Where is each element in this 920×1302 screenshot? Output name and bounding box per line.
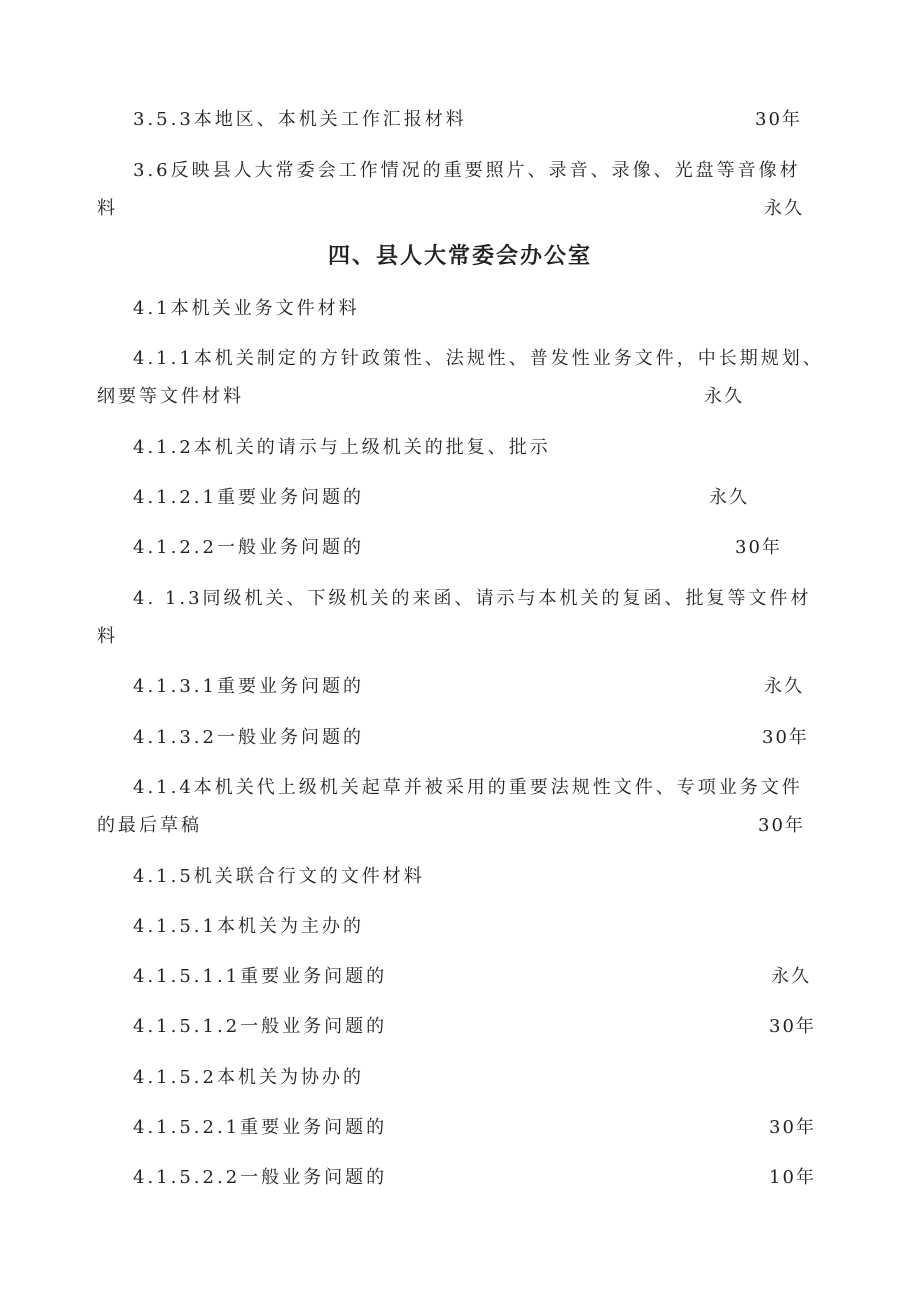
item-4-1-5-1-1: 4.1.5.1.1重要业务问题的	[133, 966, 388, 987]
item-3-6-continuation: 料	[97, 198, 118, 219]
item-4-1-5-1-2: 4.1.5.1.2一般业务问题的	[133, 1016, 388, 1037]
retention-4-1-5-2-2: 10年	[769, 1167, 816, 1188]
item-4-1-2-2: 4.1.2.2一般业务问题的	[133, 537, 364, 558]
item-4-1-1: 4.1.1本机关制定的方针政策性、法规性、普发性业务文件，中长期规划、	[133, 348, 824, 369]
retention-3-6: 永久	[764, 198, 804, 219]
item-4-1-1-continuation: 纲要等文件材料	[97, 386, 244, 407]
item-4-1-4: 4.1.4本机关代上级机关起草并被采用的重要法规性文件、专项业务文件	[133, 777, 803, 798]
retention-4-1-2-2: 30年	[735, 537, 782, 558]
item-3-6: 3.6反映县人大常委会工作情况的重要照片、录音、录像、光盘等音像材	[133, 160, 801, 181]
item-4-1: 4.1本机关业务文件材料	[133, 298, 360, 319]
retention-3-5-3: 30年	[755, 109, 802, 130]
retention-4-1-5-1-2: 30年	[769, 1016, 816, 1037]
item-4-1-3: 4. 1.3同级机关、下级机关的来函、请示与本机关的复函、批复等文件材	[133, 588, 812, 609]
item-3-5-3: 3.5.3本地区、本机关工作汇报材料	[133, 109, 467, 130]
retention-4-1-5-2-1: 30年	[769, 1117, 816, 1138]
section-heading: 四、县人大常委会办公室	[327, 244, 592, 269]
retention-4-1-2-1: 永久	[709, 487, 749, 508]
retention-4-1-4: 30年	[758, 815, 805, 836]
retention-4-1-1: 永久	[704, 386, 744, 407]
item-4-1-5-1: 4.1.5.1本机关为主办的	[133, 916, 364, 937]
item-4-1-3-1: 4.1.3.1重要业务问题的	[133, 676, 364, 697]
item-4-1-3-continuation: 料	[97, 626, 118, 647]
item-4-1-3-2: 4.1.3.2一般业务问题的	[133, 727, 364, 748]
item-4-1-5-2: 4.1.5.2本机关为协办的	[133, 1067, 364, 1088]
retention-4-1-3-2: 30年	[762, 727, 809, 748]
retention-4-1-5-1-1: 永久	[771, 966, 811, 987]
item-4-1-5: 4.1.5机关联合行文的文件材料	[133, 866, 425, 887]
item-4-1-5-2-2: 4.1.5.2.2一般业务问题的	[133, 1167, 388, 1188]
item-4-1-5-2-1: 4.1.5.2.1重要业务问题的	[133, 1117, 388, 1138]
item-4-1-2: 4.1.2本机关的请示与上级机关的批复、批示	[133, 437, 551, 458]
item-4-1-2-1: 4.1.2.1重要业务问题的	[133, 487, 364, 508]
retention-4-1-3-1: 永久	[764, 676, 804, 697]
item-4-1-4-continuation: 的最后草稿	[97, 815, 202, 836]
